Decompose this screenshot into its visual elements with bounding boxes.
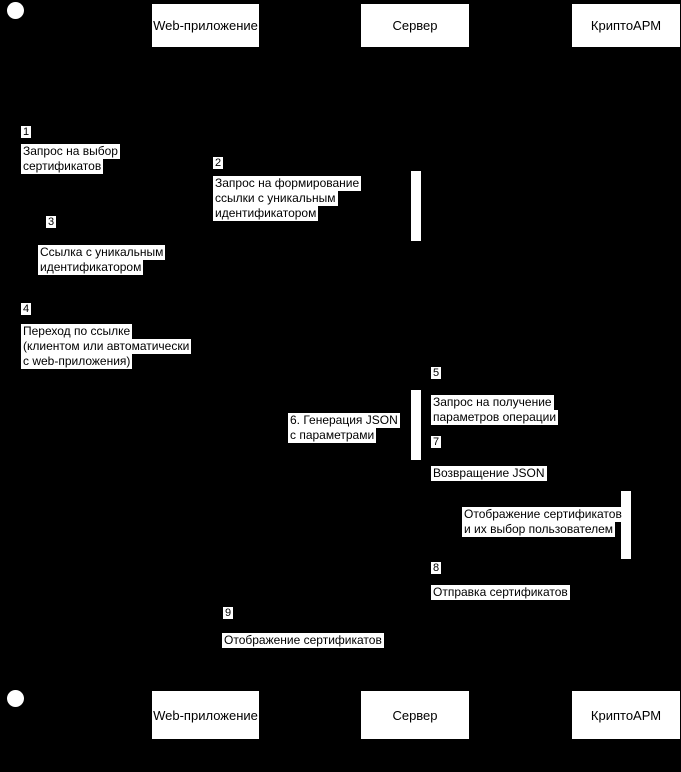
message-4-line: Переход по ссылке	[23, 324, 131, 338]
lifeline-label-cryptoarm-bottom: КриптоАРМ	[590, 707, 662, 723]
lifeline-label-web-app-bottom: Web-приложение	[153, 707, 258, 723]
actor-start-node-bottom	[7, 690, 24, 707]
actor-start-node-top	[7, 2, 24, 19]
message-2-number: 2	[215, 157, 222, 169]
message-1-line: сертификатов	[23, 159, 102, 173]
lifeline-box-cryptoarm-top	[571, 3, 681, 48]
lifeline-box-web-app-bottom	[151, 690, 260, 740]
message-4-label	[21, 324, 191, 369]
activation-bar-server-2	[411, 390, 421, 460]
message-3-label	[38, 245, 165, 275]
lifeline-box-web-app-top	[151, 3, 260, 48]
message-4-line: с web-приложения)	[23, 354, 131, 368]
lifeline-box-cryptoarm-bottom	[571, 690, 681, 740]
lifeline-label-cryptoarm-top: КриптоАРМ	[590, 18, 662, 33]
message-4-number: 4	[23, 303, 30, 315]
message-1-label	[21, 144, 120, 174]
message-cert-selection-label	[462, 507, 624, 537]
message-5-number: 5	[433, 367, 440, 379]
message-6-label	[288, 413, 400, 443]
message-1-number: 1	[23, 126, 30, 138]
message-5-line: параметров операции	[433, 410, 557, 424]
lifeline-label-web-app-top: Web-приложение	[153, 18, 258, 33]
message-2-label	[213, 176, 361, 221]
message-6-line: 6. Генерация JSON	[290, 413, 398, 427]
message-5-label	[431, 395, 558, 425]
message-3-line: идентификатором	[40, 260, 142, 274]
message-cert-selection-line: Отображение сертификатов	[464, 507, 622, 521]
message-6-line: с параметрами	[290, 428, 375, 442]
message-9-number: 9	[225, 607, 232, 619]
message-2-line: идентификатором	[215, 206, 317, 220]
lifeline-box-server-top	[360, 3, 470, 48]
message-7-number: 7	[433, 436, 440, 448]
message-9-label	[222, 633, 384, 648]
message-9-line: Отображение сертификатов	[224, 633, 382, 647]
message-8-number: 8	[433, 562, 440, 574]
message-2-line: ссылки с уникальным	[215, 191, 336, 205]
message-5-line: Запрос на получение	[433, 395, 552, 409]
message-2-line: Запрос на формирование	[215, 176, 360, 190]
message-8-line: Отправка сертификатов	[433, 585, 568, 599]
message-7-line: Возвращение JSON	[433, 466, 545, 480]
activation-bar-server-1	[411, 171, 421, 241]
message-1-line: Запрос на выбор	[23, 144, 118, 158]
message-3-line: Ссылка с уникальным	[40, 245, 164, 259]
message-cert-selection-line: и их выбор пользователем	[464, 522, 614, 536]
message-4-line: (клиентом или автоматически	[23, 339, 190, 353]
lifeline-label-server-bottom: Сервер	[392, 707, 438, 723]
lifeline-box-server-bottom	[360, 690, 470, 740]
message-7-label	[431, 466, 547, 481]
message-8-label	[431, 585, 570, 600]
message-3-number: 3	[48, 216, 55, 228]
lifeline-label-server-top: Сервер	[392, 18, 438, 33]
